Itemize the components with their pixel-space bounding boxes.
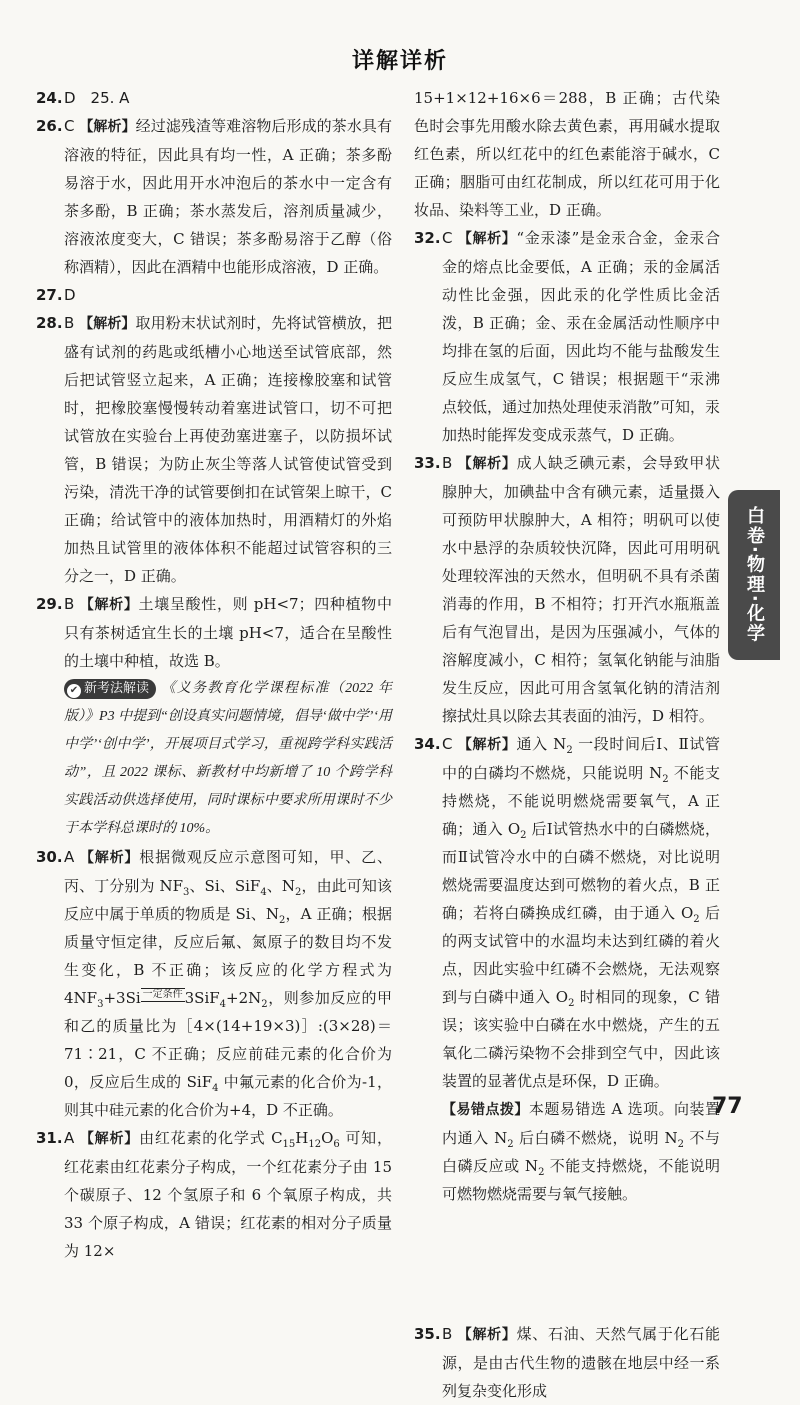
answer-31 xyxy=(36,1124,392,1265)
analysis-text: 、N xyxy=(266,877,296,895)
analysis-text: +2N xyxy=(226,989,262,1007)
analysis-text: 煤、石油、天然气属于化石能源，是由古代生物的遗骸在地层中经一系列复杂变化形成 xyxy=(442,1325,720,1400)
answer-letter: C xyxy=(442,735,453,753)
answer-29 xyxy=(36,590,392,675)
subscript: 2 xyxy=(261,999,268,1010)
answer-34 xyxy=(414,730,720,1095)
subscript: 3 xyxy=(97,999,104,1010)
badge-label: 新考法解读 xyxy=(84,681,150,696)
analysis-text: ，则参加反应的甲和乙的质量比为［4×(14+19×3)］:(3×28)＝71∶21，C 不正确；反应前硅元素的化合价为 0，反应后生成的 SiF xyxy=(64,989,392,1091)
question-number: 34. xyxy=(414,735,441,753)
answer-30 xyxy=(36,843,392,1124)
subscript: 15 xyxy=(282,1139,296,1150)
subscript: 2 xyxy=(568,998,575,1009)
analysis-text: +3Si xyxy=(103,989,141,1007)
spacer xyxy=(414,1208,720,1320)
subscript: 4 xyxy=(260,887,267,898)
left-column xyxy=(36,84,392,1265)
page-number: 77 xyxy=(712,1094,743,1119)
subscript: 3 xyxy=(182,887,190,898)
subscript: 2 xyxy=(507,1139,514,1150)
question-number: 35. xyxy=(414,1325,441,1343)
reaction-condition: 一定条件 xyxy=(142,989,183,1000)
analysis-text: 土壤呈酸性，则 pH<7；四种植物中只有茶树适宜生长的土壤 pH<7，适合在呈酸性的土壤中种植，故选 B。 xyxy=(64,595,392,670)
analysis-text: 成人缺乏碘元素，会导致甲状腺肿大，加碘盐中含有碘元素，适量摄入可预防甲状腺肿大，A 相符；明矾可以使水中悬浮的杂质较快沉降，因此可用明矾处理较浑浊的天然水，但明矾不具有杀菌消毒的作用，B 不相符；打开汽水瓶瓶盖后有气泡冒出，是因为压强减小，气体的溶解度减小，C 相符；氢氧化钠能与油脂发生反应，因此可用含氢氧化钠的清洁剂擦拭灶具以除去其表面的油污，D 相符。 xyxy=(442,454,720,725)
error-tip-tag: 【易错点拨】 xyxy=(442,1102,529,1118)
question-number: 32. xyxy=(414,229,441,247)
analysis-text: 取用粉末状试剂时，先将试管横放，把盛有试剂的药匙或纸槽小心地送至试管底部，然后把试管竖立起来，A 正确；连接橡胶塞和试管时，把橡胶塞慢慢转动着塞进试管口，切不可把试管放在实验台上再使劲塞进塞子，以防损坏试管，B 错误；为防止灰尘等落人试管使试管受到污染，清洗干净的试管要倒扣在试管架上晾干，C 正确；给试管中的液体加热时，用酒精灯的外焰加热且试管里的液体体积不能超过试管容积的三分之一，D 正确。 xyxy=(64,314,392,585)
answer-letter: A xyxy=(64,848,75,866)
answer-letter: D xyxy=(64,286,76,304)
answer-26 xyxy=(36,112,392,281)
answer-text: D 25. A xyxy=(64,89,130,107)
analysis-tag: 【解析】 xyxy=(457,737,517,753)
analysis-tag: 【解析】 xyxy=(79,119,136,135)
subscript: 2 xyxy=(279,915,286,926)
subscript: 4 xyxy=(219,999,227,1010)
right-column xyxy=(414,84,720,1405)
analysis-tag: 【解析】 xyxy=(79,1131,140,1147)
analysis-text: ，由此可知该反应中属于单质的物质是 Si、N xyxy=(64,877,392,923)
new-exam-badge xyxy=(64,679,156,699)
subscript: 6 xyxy=(333,1139,340,1150)
tip-text: 不与白磷反应或 N xyxy=(442,1129,720,1175)
analysis-text: H xyxy=(295,1129,309,1147)
subscript: 2 xyxy=(693,914,700,925)
analysis-text: 后Ⅰ试管热水中的白磷燃烧，而Ⅱ试管冷水中的白磷不燃烧，对比说明燃烧需要温度达到可燃物的着火点，B 正确；若将白磷换成红磷，由于通入 O xyxy=(442,820,720,922)
subscript: 4 xyxy=(212,1083,219,1094)
answer-letter: B xyxy=(64,595,75,613)
analysis-text: “金汞漆”是金汞合金，金汞合金的熔点比金要低，A 正确；汞的金属活动性比金强，因此汞的化学性质比金活泼，B 正确；金、汞在金属活动性顺序中均排在氢的后面，因此均不能与盐酸发生反应生成氢气，C 错误；根据题干“汞沸点较低，通过加热处理使汞消散”可知，汞加热时能挥发变成汞蒸气，D 正确。 xyxy=(442,229,720,444)
analysis-text: 根据微观反应示意图可知，甲、乙、丙、丁分别为 NF xyxy=(64,848,392,895)
page-title: 详解详析 xyxy=(351,49,448,74)
analysis-text: ，A 正确；根据质量守恒定律，反应后氟、氮原子的数目均不发生变化，B 不正确；该反应的化学方程式为 4NF xyxy=(64,905,392,1007)
answer-27 xyxy=(36,281,392,309)
answer-letter: C xyxy=(64,117,75,135)
answer-24-25 xyxy=(36,84,392,112)
answer-letter: C xyxy=(442,229,453,247)
analysis-text: O xyxy=(321,1129,334,1147)
answer-33 xyxy=(414,449,720,730)
answer-letter: A xyxy=(64,1129,75,1147)
question-number: 30. xyxy=(36,848,63,866)
analysis-tag: 【解析】 xyxy=(79,597,139,613)
analysis-text: 通入 N xyxy=(516,735,567,753)
answer-letter: B xyxy=(64,314,75,332)
new-exam-note xyxy=(36,675,392,843)
question-number: 27. xyxy=(36,286,63,304)
analysis-text: 经过滤残渣等难溶物后形成的茶水具有溶液的特征，因此具有均一性，A 正确；茶多酚易溶于水，因此用开水冲泡后的茶水中一定含有茶多酚，B 正确；茶水蒸发后，溶剂质量减少，溶液浓度变大，C 错误；茶多酚易溶于乙醇（俗称酒精），因此在酒精中也能形成溶液，D 正确。 xyxy=(64,117,392,276)
answer-35 xyxy=(414,1320,720,1405)
subscript: 2 xyxy=(538,1167,545,1178)
analysis-text: 不能支持燃烧，不能说明燃烧需要氧气，A 正确；通入 O xyxy=(442,764,720,838)
subscript: 2 xyxy=(662,774,669,785)
analysis-tag: 【解析】 xyxy=(79,850,140,866)
analysis-text: 、Si、SiF xyxy=(189,877,261,895)
answer-32 xyxy=(414,224,720,449)
answer-31-continued: 15+1×12+16×6＝288，B 正确；古代染色时会事先用酸水除去黄色素，再用碱水提取红色素，所以红花中的红色素能溶于碱水，C 正确；胭脂可由红花制成，所以红花可用于化妆品、染料等工业，D 正确。 xyxy=(414,89,720,219)
check-icon: ✔ xyxy=(67,684,81,698)
analysis-text: 时相同的现象，C 错误；该实验中白磷在水中燃烧，产生的五氧化二磷污染物不会排到空气中，因此该装置的显著优点是环保，D 正确。 xyxy=(442,988,720,1090)
analysis-text: 一段时间后Ⅰ、Ⅱ试管中的白磷均不燃烧，只能说明 N xyxy=(442,735,721,782)
answer-28 xyxy=(36,309,392,590)
subject-side-tab: 白卷·物理·化学 xyxy=(728,490,780,660)
subscript: 2 xyxy=(677,1139,685,1150)
subscript: 2 xyxy=(295,887,302,898)
analysis-tag: 【解析】 xyxy=(457,231,517,247)
question-number: 24. xyxy=(36,89,63,107)
question-number: 31. xyxy=(36,1129,63,1147)
question-number: 29. xyxy=(36,595,63,613)
analysis-tag: 【解析】 xyxy=(457,1327,517,1343)
analysis-tag: 【解析】 xyxy=(79,316,136,332)
tip-text: 后白磷不燃烧，说明 N xyxy=(513,1129,678,1147)
analysis-text: 可知，红花素由红花素分子构成，一个红花素分子由 15 个碳原子、12 个氢原子和 6 个氧原子构成，共 33 个原子构成，A 错误；红花素的相对分子质量为 12× xyxy=(64,1129,392,1260)
error-tip-34 xyxy=(414,1095,720,1208)
analysis-text: 后的两支试管中的水温均未达到红磷的着火点，因此实验中红磷不会燃烧，无法观察到与白磷中通入 O xyxy=(442,904,720,1006)
question-number: 28. xyxy=(36,314,63,332)
question-number: 26. xyxy=(36,117,63,135)
answer-letter: B xyxy=(442,1325,453,1343)
tip-text: 不能支持燃烧，不能说明可燃物燃烧需要与氧气接触。 xyxy=(442,1157,720,1203)
question-number: 33. xyxy=(414,454,441,472)
subscript: 12 xyxy=(308,1139,322,1150)
note-text: 《义务教育化学课程标准（2022 年版）》P3 中提到“创设真实问题情境，倡导‘做中学’‘用中学’‘创中学’，开展项目式学习，重视跨学科实践活动”，且 2022 课标、新教材中均新增了 10 个跨学科实践活动供选择使用，同时课标中要求所用课时不少于本学科总课时的 10%。 xyxy=(64,681,392,836)
subscript: 2 xyxy=(566,745,573,756)
analysis-tag: 【解析】 xyxy=(457,456,517,472)
analysis-text: 中氟元素的化合价为-1，则其中硅元素的化合价为+4，D 不正确。 xyxy=(64,1073,392,1119)
answer-letter: B xyxy=(442,454,453,472)
tip-text: 本题易错选 A 选项。向装置内通入 N xyxy=(442,1100,720,1147)
analysis-text: 3SiF xyxy=(184,989,220,1007)
analysis-text: 由红花素的化学式 C xyxy=(139,1129,283,1147)
subscript: 2 xyxy=(520,830,527,841)
